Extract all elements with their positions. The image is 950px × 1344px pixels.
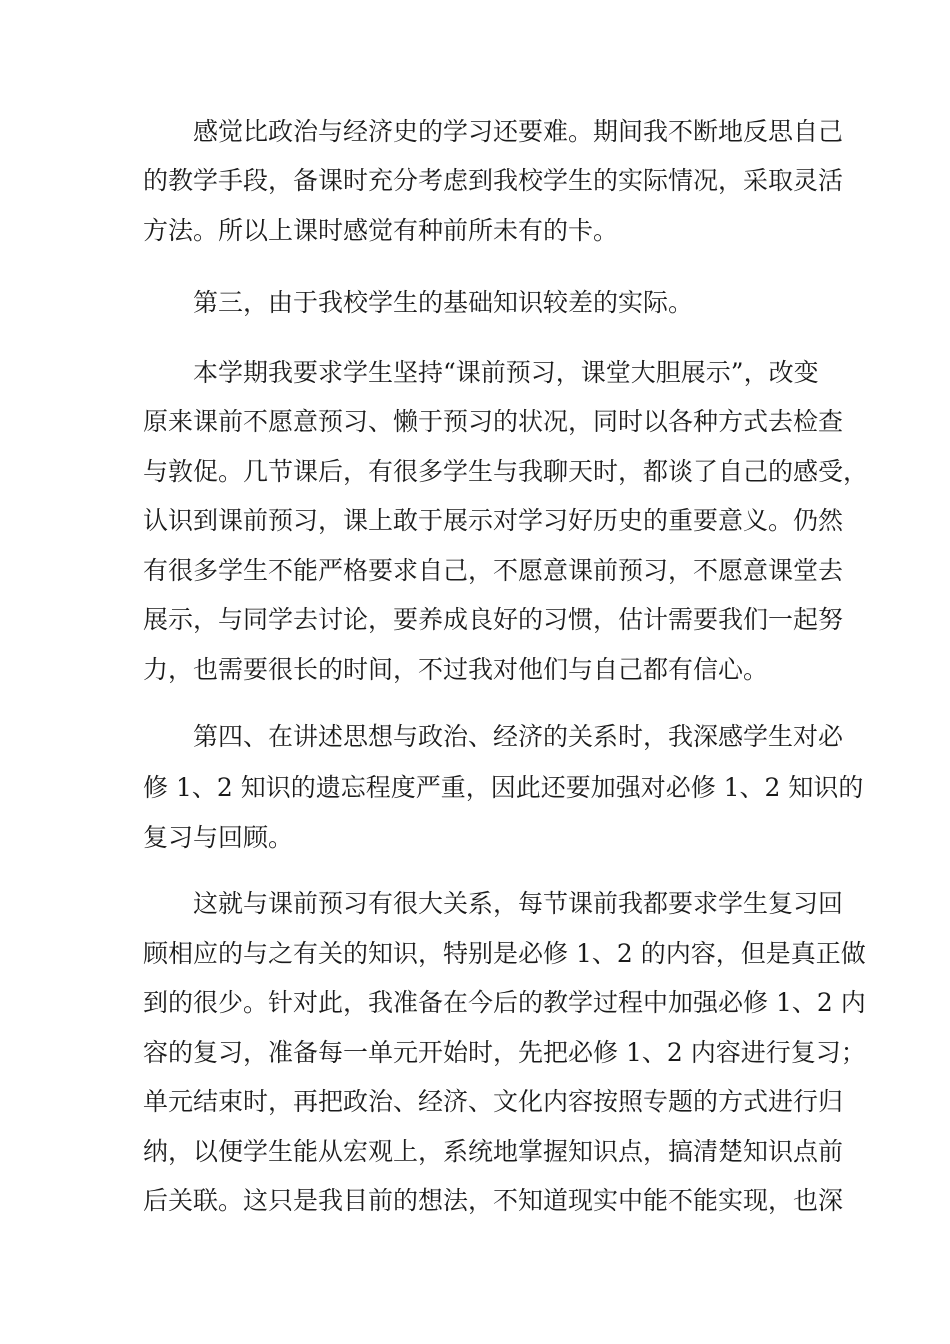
paragraph-line: 顾相应的与之有关的知识，特别是必修 1、2 的内容，但是真正做 [143, 939, 866, 968]
paragraph-line: 的教学手段，备课时充分考虑到我校学生的实际情况，采取灵活 [143, 166, 844, 195]
paragraph-line: 展示，与同学去讨论，要养成良好的习惯，估计需要我们一起努 [143, 605, 844, 634]
paragraph-line: 后关联。这只是我目前的想法，不知道现实中能不能实现，也深 [143, 1186, 844, 1215]
paragraph-line: 纳，以便学生能从宏观上，系统地掌握知识点，搞清楚知识点前 [143, 1137, 844, 1166]
paragraph-line: 有很多学生不能严格要求自己，不愿意课前预习，不愿意课堂去 [143, 556, 844, 585]
paragraph-line: 修 1、2 知识的遗忘程度严重，因此还要加强对必修 1、2 知识的 [143, 773, 864, 802]
paragraph-line: 本学期我要求学生坚持“课前预习，课堂大胆展示”，改变 [193, 358, 819, 387]
paragraph-line: 单元结束时，再把政治、经济、文化内容按照专题的方式进行归 [143, 1087, 844, 1116]
paragraph-line: 认识到课前预习，课上敢于展示对学习好历史的重要意义。仍然 [143, 506, 844, 535]
paragraph-line: 原来课前不愿意预习、懒于预习的状况，同时以各种方式去检查 [143, 407, 844, 436]
paragraph-line: 到的很少。针对此，我准备在今后的教学过程中加强必修 1、2 内 [143, 988, 866, 1017]
paragraph-line: 力，也需要很长的时间，不过我对他们与自己都有信心。 [143, 655, 769, 684]
paragraph-line: 容的复习，准备每一单元开始时，先把必修 1、2 内容进行复习； [143, 1038, 866, 1067]
paragraph-line: 感觉比政治与经济史的学习还要难。期间我不断地反思自己 [193, 117, 844, 146]
paragraph-line: 方法。所以上课时感觉有种前所未有的卡。 [143, 216, 619, 245]
paragraph-line: 复习与回顾。 [143, 823, 294, 852]
paragraph-line: 第四、在讲述思想与政治、经济的关系时，我深感学生对必 [193, 722, 844, 751]
paragraph-line: 与敦促。几节课后，有很多学生与我聊天时，都谈了自己的感受， [143, 457, 869, 486]
paragraph-line: 第三，由于我校学生的基础知识较差的实际。 [193, 288, 694, 317]
paragraph-line: 这就与课前预习有很大关系，每节课前我都要求学生复习回 [193, 889, 844, 918]
